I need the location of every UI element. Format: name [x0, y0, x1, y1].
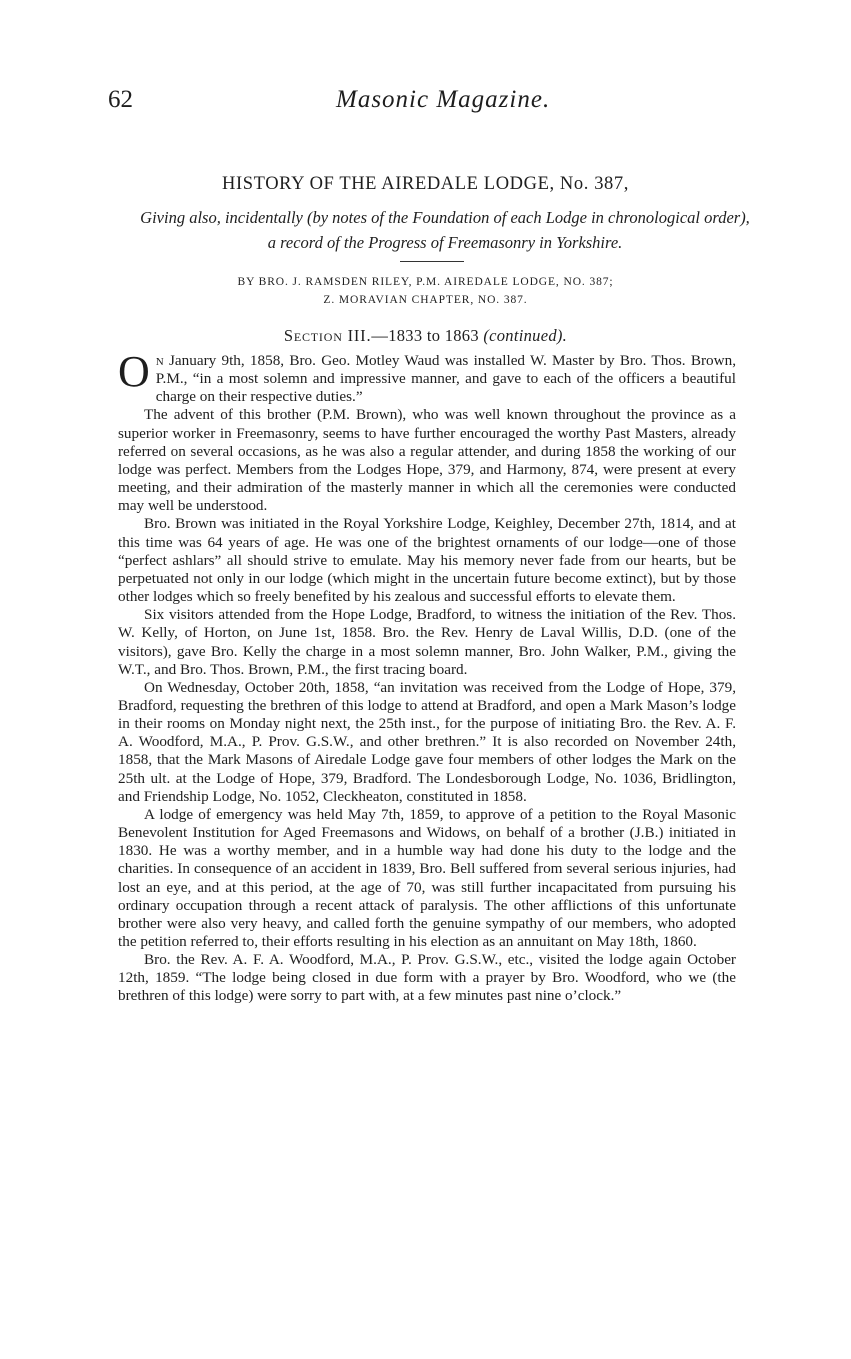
paragraph-6: A lodge of emergency was held May 7th, 1859, to approve of a petition to the Royal Masonic Benevolent Institution for Aged Freemasons and Widows, on behalf of a brother (J.B.) initiated in 1830. He was a worthy member, and in a humble way had done his duty to the lodge and the charities. In consequence of an accident in 1839, Bro. Bell suffered from several serious injuries, had lost an eye, and at this period, at the age of 70, was still further incapacitated from pursuing his ordinary occupation through a recent attack of paralysis. The other afflictions of this unfortunate brother were also very heavy, and called forth the genuine sympathy of our members, who adopted the petition referred to, their efforts resulting in his election as an annuitant on May 18th, 1860. — [118, 805, 736, 950]
article-title: HISTORY OF THE AIREDALE LODGE, No. 387, — [222, 174, 629, 194]
byline-chapter: Z. MORAVIAN CHAPTER, NO. 387. — [323, 294, 528, 306]
page-number: 62 — [108, 86, 133, 113]
byline-author: BY BRO. J. RAMSDEN RILEY, P.M. AIREDALE LODGE, NO. 387; — [237, 276, 614, 288]
page-header — [108, 86, 768, 126]
byline — [0, 273, 851, 309]
paragraph-5: On Wednesday, October 20th, 1858, “an invitation was received from the Lodge of Hope, 379, Bradford, requesting the brethren of this lodge to attend at Bradford, and open a Mark Mason’s lodge in their rooms on Monday night next, the 25th inst., for the purpose of initiating Bro. the Rev. A. F. A. Woodford, M.A., P. Prov. G.S.W., and other brethren.” It is also recorded on November 24th, 1858, that the Mark Masons of Airedale Lodge gave four members of other lodges the Mark on the 25th ult. at the Lodge of Hope, 379, Bradford. The Londesborough Lodge, No. 1036, Bridlington, and Friendship Lodge, No. 1052, Cleckheaton, constituted in 1858. — [118, 678, 736, 805]
divider-rule — [400, 261, 464, 262]
section-note: (continued). — [483, 326, 568, 345]
paragraph-7: Bro. the Rev. A. F. A. Woodford, M.A., P. Prov. G.S.W., etc., visited the lodge again October 12th, 1859. “The lodge being closed in due form with a prayer by Bro. Woodford, who we (the brethren of this lodge) were sorry to part with, at a few minutes past nine o’clock.” — [118, 951, 736, 1005]
paragraph-1 — [118, 347, 736, 406]
section-heading — [0, 326, 851, 346]
paragraph-text: January 9th, 1858, Bro. Geo. Motley Waud was installed W. Master by Bro. Thos. Brown, P.M., “in a most solemn and impressive manner, and gave to each of the officers a beautiful charge on their respective duties.” — [155, 352, 736, 406]
section-dates: —1833 to 1863 — [371, 326, 484, 345]
running-head: Masonic Magazine. — [336, 86, 551, 113]
paragraph-4: Six visitors attended from the Hope Lodge, Bradford, to witness the initiation of the Rev. Thos. W. Kelly, of Horton, on June 1st, 1858. Bro. the Rev. Henry de Laval Willis, D.D. (one of the visitors), gave Bro. Kelly the charge in a most solemn manner, Bro. John Walker, P.M., giving the W.T., and Bro. Thos. Brown, P.M., the first tracing board. — [118, 606, 736, 678]
article-subtitle: Giving also, incidentally (by notes of the Foundation of each Lodge in chronological order), a record of the Progress of Freemasonry in Yorkshire. — [140, 208, 750, 252]
drop-cap: O — [118, 347, 150, 396]
article-body — [118, 347, 736, 1006]
section-label: Section III. — [283, 326, 372, 345]
lead-caps: n — [155, 352, 164, 369]
paragraph-3: Bro. Brown was initiated in the Royal Yorkshire Lodge, Keighley, December 27th, 1814, and at this time was 64 years of age. He was one of the brightest ornaments of our lodge—one of those “perfect ashlars” all should strive to emulate. May his memory never fade from our hearts, but be perpetuated not only in our lodge (which might in the uncertain future become extinct), but by those other lodges which so freely benefited by his zealous and successful efforts to elevate them. — [118, 515, 736, 606]
paragraph-2: The advent of this brother (P.M. Brown), who was well known throughout the province as a superior worker in Freemasonry, seems to have further encouraged the worthy Past Masters, already referred on several occasions, as he was also a regular attender, and during 1858 the working of our lodge was perfect. Members from the Lodges Hope, 379, and Harmony, 874, were present at every meeting, and their admiration of the masterly manner in which all the ceremonies were conducted may well be understood. — [118, 406, 736, 515]
